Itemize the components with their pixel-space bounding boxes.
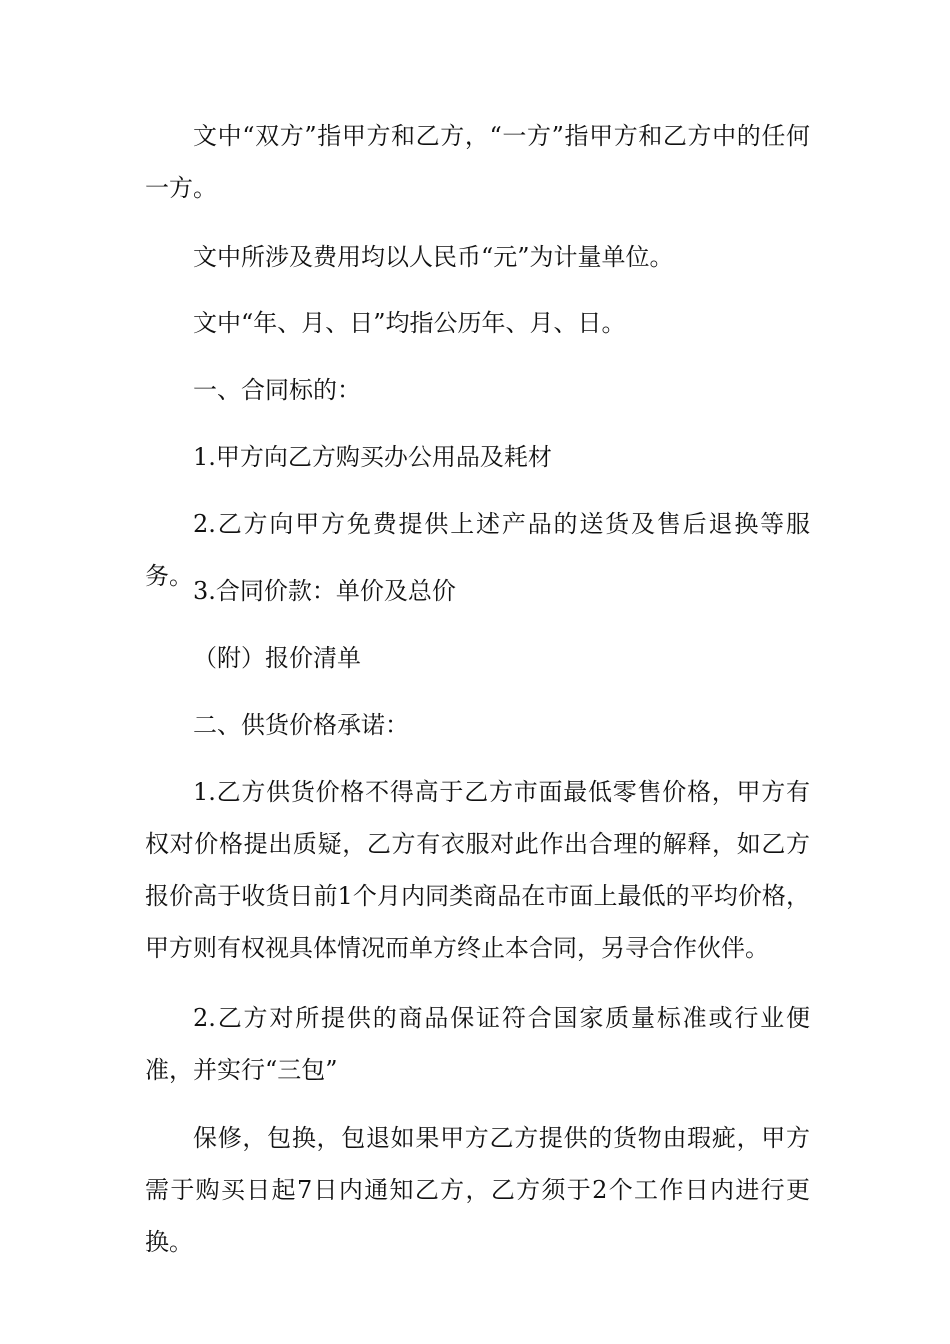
paragraph-currency-unit: 文中所涉及费用均以人民币“元”为计量单位。 — [193, 243, 674, 271]
paragraph-definition-parties: 文中“双方”指甲方和乙方，“一方”指甲方和乙方中的任何一方。 — [145, 122, 810, 202]
commitment-clause-1: 1.乙方供货价格不得高于乙方市面最低零售价格，甲方有权对价格提出质疑，乙方有衣服对此作出合理的解释，如乙方报价高于收货日前1个月内同类商品在市面上最低的平均价格，甲方则有权视具体情况而单方终止本合同，另寻合作伙伴。 — [145, 778, 810, 962]
section-heading-price-commitment: 二、供货价格承诺： — [193, 711, 409, 739]
commitment-clause-2: 2.乙方对所提供的商品保证符合国家质量标准或行业便准，并实行“三包” — [145, 1004, 810, 1084]
paragraph-date-definition: 文中“年、月、日”均指公历年、月、日。 — [193, 309, 626, 337]
section-heading-contract-subject: 一、合同标的： — [193, 376, 361, 404]
attachment-quote-list: （附）报价清单 — [193, 644, 361, 672]
clause-1-purchase: 1.甲方向乙方购买办公用品及耗材 — [193, 443, 552, 471]
clause-3-price: 3.合同价款：单价及总价 — [193, 577, 456, 605]
warranty-paragraph: 保修，包换，包退如果甲方乙方提供的货物由瑕疵，甲方需于购买日起7日内通知乙方，乙方须于2个工作日内进行更换。 — [145, 1124, 810, 1256]
clause-2-service: 2.乙方向甲方免费提供上述产品的送货及售后退换等服务。 — [145, 510, 810, 590]
